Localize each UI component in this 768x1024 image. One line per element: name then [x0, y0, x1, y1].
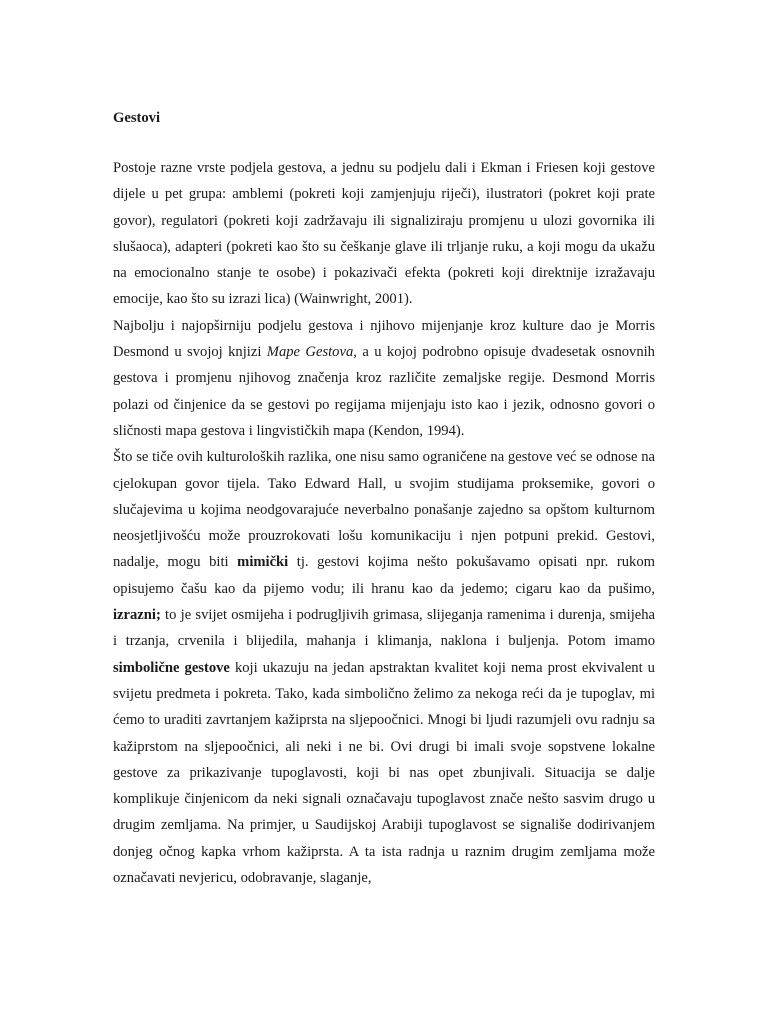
document-title: Gestovi [113, 110, 161, 126]
text-run: a u kojoj podrobno opisuje dvadesetak osnovnih gestova i promjenu njihovog značenja kroz različite zemaljske regije. Desmond Morris polazi od činjenice da se gestovi po regijama mijenjaju isto kao i jezik, odnosno govori o sličnosti mapa gestova i lingvističkih mapa (Kendon, 1994). [113, 344, 655, 439]
paragraph [113, 444, 655, 891]
bold-term: mimički [237, 554, 289, 571]
text-run: Što se tiče ovih kulturoloških razlika, one nisu samo ograničene na gestove već se odnose na cjelokupan govor tijela. Tako Edward Hall, u svojim studijama proksemike, govori o slučajevima u kojima neodgovarajuće neverbalno ponašanje zajedno sa opštom kulturnom neosjetljivošću može prouzrokovati lošu komunikaciju i njen potpuni prekid. Gestovi, nadalje, mogu biti [113, 449, 655, 571]
document-body [113, 106, 655, 891]
paragraph [113, 155, 655, 313]
bold-term: izrazni; [113, 607, 161, 624]
paragraph [113, 313, 655, 444]
text-run: to je svijet osmijeha i podrugljivih grimasa, slijeganja ramenima i durenja, smijeha i trzanja, crvenila i blijedila, mahanja i klimanja, naklona i buljenja. Potom imamo [113, 607, 655, 650]
paragraphs-container [113, 155, 655, 891]
text-run: tj. gestovi kojima nešto pokušavamo opisati npr. rukom opisujemo čašu kao da pijemo vodu; ili hranu kao da jedemo; cigaru kao da pušimo, [113, 554, 655, 597]
text-run: koji ukazuju na jedan apstraktan kvalitet koji nema prost ekvivalent u svijetu predmeta i pokreta. Tako, kada simbolično želimo za nekoga reći da je tupoglav, mi ćemo to uraditi zavrtanjem kažiprsta na sljepoočnici. Mnogi bi ljudi razumjeli ovu radnju sa kažiprstom na sljepoočnici, ali neki i ne bi. Ovi drugi bi imali svoje sopstvene lokalne gestove za prikazivanje tupoglavosti, koji bi nas opet zbunjivali. Situacija se dalje komplikuje činjenicom da neki signali označavaju tupoglavost znače nešto sasvim drugo u drugim zemljama. Na primjer, u Saudijskoj Arabiji tupoglavost se signališe dodirivanjem donjeg očnog kapka vrhom kažiprsta. A ta ista radnja u raznim drugim zemljama može označavati nevjericu, odobravanje, slaganje, [113, 659, 655, 887]
bold-term: simbolične gestove [113, 659, 230, 676]
text-run: Najbolju i najopširniju podjelu gestova i njihovo mijenjanje kroz kulture dao je Morris Desmond u svojoj knjizi [113, 317, 655, 361]
italic-title: Mape Gestova, [266, 344, 357, 361]
text-run: Postoje razne vrste podjela gestova, a jednu su podjelu dali i Ekman i Friesen koji gestove dijele u pet grupa: amblemi (pokreti koji zamjenjuju riječi), ilustratori (pokret koji prate govor), regulatori (pokreti koji zadržavaju ili signaliziraju promjenu u ulozi govornika ili slušaoca), adapteri (pokreti kao što su češkanje glave ili trljanje ruku, a koji mogu da ukažu na emocionalno stanje te osobe) i pokazivači efekta (pokreti koji direktnije izražavaju emocije, kao što su izrazi lica) (Wainwright, 2001). [113, 160, 655, 308]
